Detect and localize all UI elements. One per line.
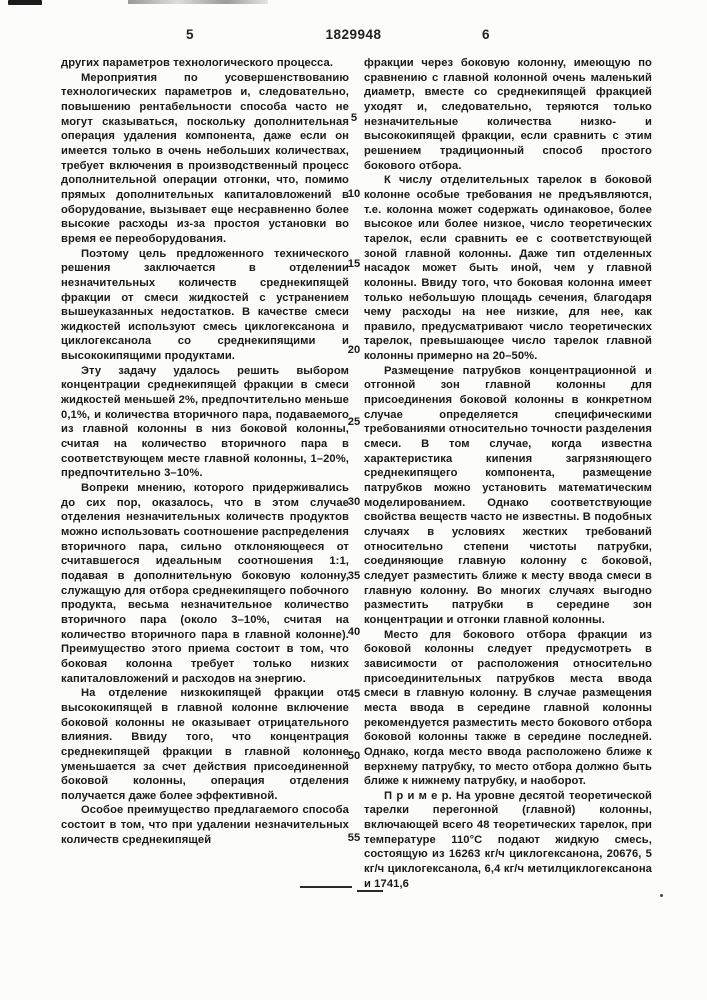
scan-artifact-dot (660, 894, 663, 897)
left-page-number: 5 (186, 27, 195, 42)
paragraph: На отделение низкокипящей фракции от высококипящей в главной колонне включение боковой колонны не оказывает отрицательного влияния. Ввиду того, что концентрация среднекипящей фракции в главной колонне уменьшается за счет действия присоединенной боковой колонны, операция отделения получается даже более эффективной. (61, 687, 349, 802)
right-text-column (364, 56, 652, 891)
gutter-line-number: 25 (347, 416, 361, 428)
gutter-line-number: 50 (347, 750, 361, 762)
paragraph: фракции через боковую колонну, имеющую по сравнению с главной колонной очень маленький диаметр, вместе со среднекипящей фракцией уходят и, следовательно, теряются только незначительные количества низко- и высококипящей фракции, если сравнить с этим решением традиционный способ простого бокового отбора. (364, 57, 652, 172)
paragraph: К числу отделительных тарелок в боковой колонне особые требования не предъявляются, т.е. колонна может содержать одинаковое, более высокое или более низкое, число теоретических тарелок, если сравнить ее с соответствующей зоной главной колонны. Даже тип отделенных насадок может быть иной, чем у главной колонны. Ввиду того, что боковая колонна имеет только небольшую площадь сечения, благодаря чему расходы на нее низкие, для нее, как правило, предусматривают число теоретических тарелок, превышающее число тарелок главной колонны примерно на 20–50%. (364, 174, 652, 363)
paragraph: Место для бокового отбора фракции из боковой колонны следует предусмотреть в зависимости от расположения относительно присоединительных патрубков места ввода смеси в главную колонну. В случае размещения места ввода в середине главной колонны рекомендуется разместить место бокового отбора боковой колонны также в середине последней. Однако, когда место ввода расположено ближе к верхнему патрубку, то место отбора должно быть ближе к нижнему патрубку, и наоборот. (364, 628, 652, 788)
patent-number: 1829948 (325, 27, 382, 42)
paragraph: Поэтому цель предложенного технического решения заключается в отделении незначительных количеств среднекипящей фракции от смеси жидкостей с устранением вышеуказанных недостатков. В качестве смеси жидкостей используют смесь циклогексанона и циклогексанола со среднекипящими и высококипящими продуктами. (61, 247, 349, 363)
gutter-line-number: 35 (347, 570, 361, 582)
paragraph: Мероприятия по усовершенствованию технологических параметров и, следовательно, повышению рентабельности способа часто не могут сказываться, поскольку дополнительная операция удаления компонента, даже если он имеется только в очень небольших количествах, требует включения в производственный процесс дополнительной операции отгонки, что, помимо прямых дополнительных капиталовложений в оборудование, вызывает еще несравненно более высокие расходы из-за простоя установки во время ее переоборудования. (61, 71, 349, 245)
scan-artifact-smear (128, 0, 268, 4)
gutter-line-number: 30 (347, 496, 361, 508)
gutter-line-number: 20 (347, 344, 361, 356)
left-text-column (61, 56, 349, 847)
column-end-underline-left (300, 886, 352, 888)
scan-artifact-dash (8, 0, 42, 5)
gutter-line-number: 45 (347, 688, 361, 700)
column-end-underline-right (357, 890, 383, 892)
gutter-line-number: 5 (350, 112, 358, 124)
gutter-line-number: 40 (347, 626, 361, 638)
gutter-line-number: 15 (347, 258, 361, 270)
paragraph: П р и м е р. На уровне десятой теоретической тарелки перегонной (главной) колонны, включающей всего 48 теоретических тарелок, при температуре 110°С подают жидкую смесь, состоящую из 16263 кг/ч циклогексанона, 20676, 5 кг/ч циклогексанола, 6,4 кг/ч метилциклогексанона и 1741,6 (364, 789, 652, 890)
gutter-line-number: 10 (347, 188, 361, 200)
paragraph: Особое преимущество предлагаемого способа состоит в том, что при удалении незначительных количеств среднекипящей (61, 804, 349, 846)
gutter-line-number: 55 (347, 832, 361, 844)
paragraph: Размещение патрубков концентрационной и отгонной зон главной колонны для присоединения боковой колонны в конкретном случае определяется специфическими требованиями относительно точности разделения смеси. В том случае, когда известна характеристика кипения загрязняющего среднекипящего компонента, размещение патрубков можно установить математическим моделированием. Однако соответствующие свойства веществ часто не известны. В подобных случаях в условиях жестких требований относительно степени чистоты патрубки, соединяющие главную колонну с боковой, следует разместить ближе к месту ввода смеси в главную колонну. Во многих случаях выгодно разместить патрубки в середине зон концентрации и отгонки главной колонны. (364, 364, 652, 626)
paragraph: Вопреки мнению, которого придерживались до сих пор, оказалось, что в этом случае отделения незначительных количеств продуктов можно использовать соотношение распределения вторичного пара, сильно отклоняющееся от считавшегося идеальным соотношения 1:1, подавая в дополнительную боковую колонну, служащую для отбора среднекипящего побочного продукта, весьма незначительное количество вторичного пара (около 3–10%, считая на количество вторичного пара в главной колонне). Преимущество этого приема состоит в том, что боковая колонна требует только низких капиталовложений и расходов на энергию. (61, 482, 349, 685)
right-page-number: 6 (482, 27, 491, 42)
paragraph: Эту задачу удалось решить выбором концентрации среднекипящей фракции в смеси жидкостей меньшей 2%, предпочтительно меньше 0,1%, и количества вторичного пара, подаваемого из главной колонны в низ боковой колонны, считая на количество вторичного пара в соответствующем месте главной колонны, 1–20%, предпочтительно 3–10%. (61, 364, 349, 480)
paragraph: других параметров технологического процесса. (61, 57, 334, 69)
